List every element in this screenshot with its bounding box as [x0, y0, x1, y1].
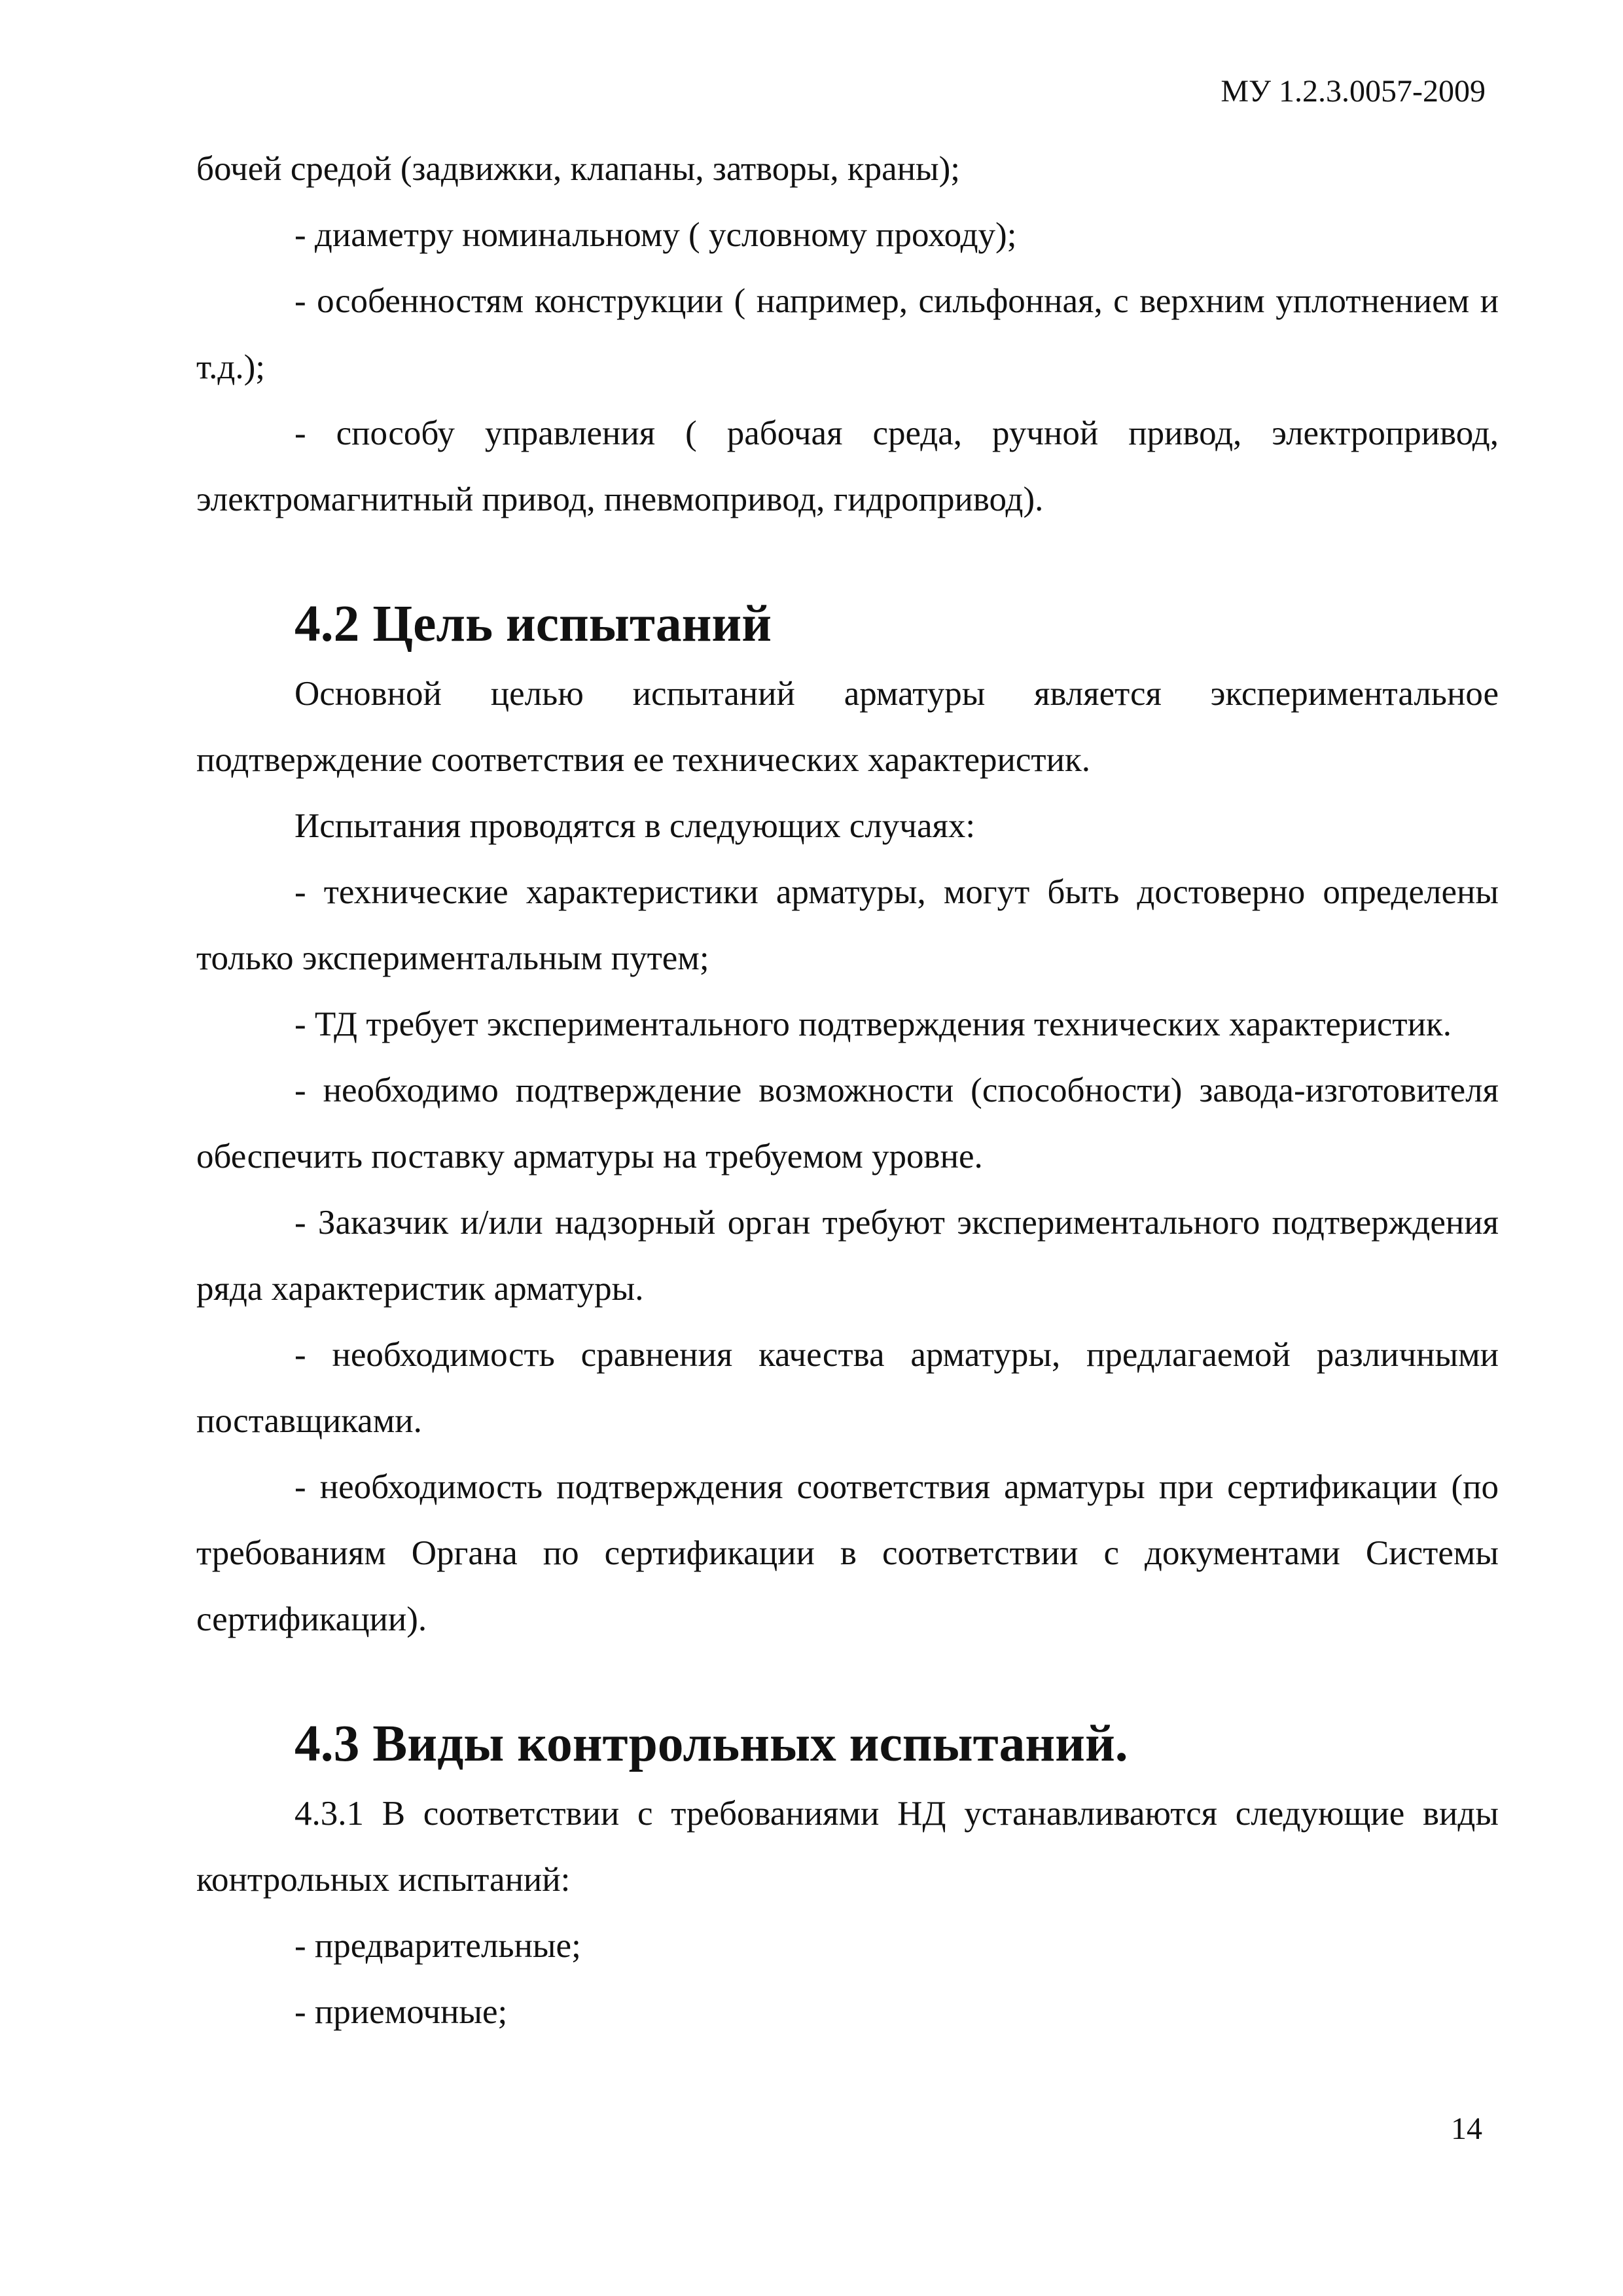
intro-list-item-design: - особенностям конструкции ( например, сильфонная, с верхним уплотнением и т.д.);	[196, 282, 1499, 386]
section-4-2-list-item: - необходимость подтверждения соответствия арматуры при сертификации (по требованиям Органа по сертификации в соответствии с документами Системы сертификации).	[196, 1468, 1499, 1638]
document-body	[196, 136, 1499, 2045]
section-4-2-list-item: - Заказчик и/или надзорный орган требуют экспериментального подтверждения ряда характеристик арматуры.	[196, 1204, 1499, 1308]
intro-paragraph-continued: бочей средой (задвижки, клапаны, затворы, краны);	[196, 150, 961, 188]
document-code: МУ 1.2.3.0057-2009	[1221, 74, 1486, 109]
section-4-2-paragraph: Испытания проводятся в следующих случаях:	[294, 807, 976, 845]
section-4-2-list-item: - необходимость сравнения качества арматуры, предлагаемой различными поставщиками.	[196, 1336, 1499, 1440]
page-number: 14	[1451, 2111, 1482, 2146]
section-4-2-paragraph: Основной целью испытаний арматуры является экспериментальное подтверждение соответствия ее технических характеристик.	[196, 675, 1499, 779]
section-4-3-paragraph: 4.3.1 В соответствии с требованиями НД устанавливаются следующие виды контрольных испытаний:	[196, 1795, 1499, 1899]
section-4-2-list-item: - ТД требует экспериментального подтверждения технических характеристик.	[294, 1005, 1452, 1043]
section-4-3-list-item: - приемочные;	[294, 1993, 508, 2031]
section-4-2-list-item: - необходимо подтверждение возможности (способности) завода-изготовителя обеспечить поставку арматуры на требуемом уровне.	[196, 1071, 1499, 1175]
section-4-2-list-item: - технические характеристики арматуры, могут быть достоверно определены только экспериментальным путем;	[196, 873, 1499, 977]
section-heading-4-3: 4.3 Виды контрольных испытаний.	[294, 1715, 1128, 1772]
intro-list-item-control: - способу управления ( рабочая среда, ручной привод, электропривод, электромагнитный привод, пневмопривод, гидропривод).	[196, 414, 1499, 518]
section-4-3-list-item: - предварительные;	[294, 1927, 581, 1965]
intro-list-item-diameter: - диаметру номинальному ( условному проходу);	[294, 216, 1017, 254]
section-heading-4-2: 4.2 Цель испытаний	[294, 595, 772, 653]
